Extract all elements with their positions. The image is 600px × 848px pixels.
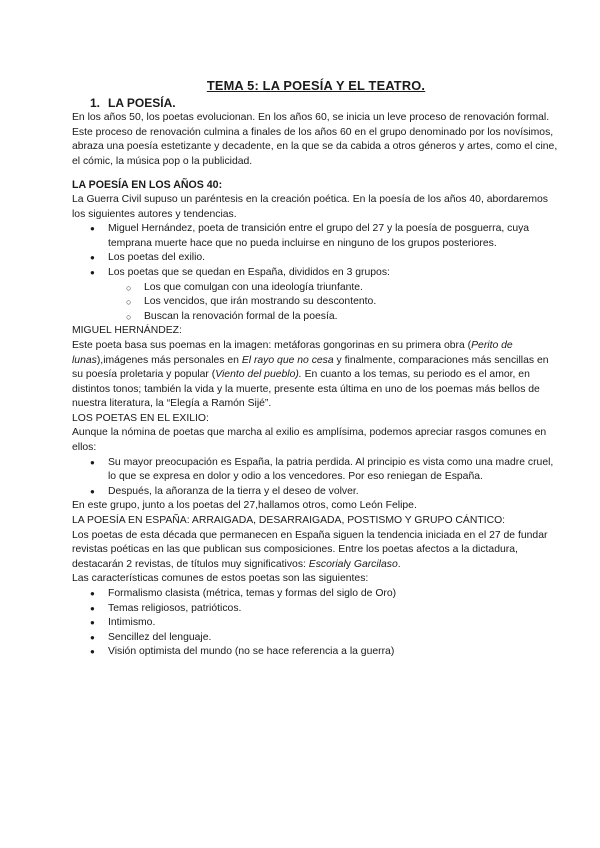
work-title: El rayo que no cesa (241, 354, 334, 366)
text-run: Este poeta basa sus poemas en la imagen: metáforas gongorinas en su primera obra ( (72, 339, 472, 351)
paragraph-espana (72, 529, 560, 573)
list-item: ● Los poetas del exilio. (90, 251, 560, 266)
list-item: ● Miguel Hernández, poeta de transición entre el grupo del 27 y la poesía de posguerra, cuya temprana muerte hace que no pueda incluirse en ninguno de los grupos posteriores. (90, 222, 560, 251)
section-heading (90, 96, 560, 111)
text-run: y (345, 558, 354, 570)
sublist-groups (108, 281, 560, 325)
sublist-item: ○ Los vencidos, que irán mostrando su descontento. (126, 295, 560, 310)
text-run: En cuanto a los temas, su periodo es el amor, en distintos tonos; también la vida y la muerte, presente esta última en uno de los poemas más bellos de nuestra literatura, la “Elegía a Ramón Sijé”. (72, 369, 540, 410)
paragraph-miguel-hernandez (72, 339, 560, 412)
text-run: ),imágenes más personales en (96, 354, 242, 366)
section-label: LA POESÍA. (108, 96, 176, 110)
work-title: Viento del pueblo). (215, 369, 302, 381)
work-title: Perito de lunas (72, 339, 513, 366)
list-item: ● Después, la añoranza de la tierra y el deseo de volver. (90, 485, 560, 500)
paragraph-poesia-40: La Guerra Civil supuso un paréntesis en la creación poética. En la poesía de los años 40, abordaremos los siguientes autores y tendencias. (72, 193, 548, 220)
section-number: 1. (90, 96, 101, 110)
text-run: Los poetas de esta década que permanecen en España siguen la tendencia iniciada en el 27 de fundar revistas poéticas en las que publican sus composiciones. Entre los poetas afectos a la dictadura, destacarán 2 revistas, de títulos muy significativos: (72, 529, 548, 570)
list-item-text: Los poetas que se quedan en España, divididos en 3 grupos: (108, 266, 390, 278)
sublist-item: ○ Los que comulgan con una ideología triunfante. (126, 281, 560, 296)
intro-paragraph: En los años 50, los poetas evolucionan. En los años 60, se inicia un leve proceso de renovación formal. Este proceso de renovación culmina a finales de los años 60 en el grupo denominado por los novísimos, abraza una poesía estetizante y decadente, en la que se da cabida a otros géneros y artes, como el cine, el cómic, la música pop o la publicidad. (72, 112, 558, 167)
paragraph-caracteristicas: Las características comunes de estos poetas son las siguientes: (72, 573, 369, 585)
paragraph-exilio: Aunque la nómina de poetas que marcha al exilio es amplísima, podemos apreciar rasgos comunes en ellos: (72, 427, 547, 454)
text-run: y finalmente, comparaciones más sencillas en su poesía proletaria y popular ( (72, 354, 549, 381)
paragraph-exilio-2: En este grupo, junto a los poetas del 27,hallamos otros, como León Felipe. (72, 500, 417, 512)
list-item: ● Sencillez del lenguaje. (90, 631, 560, 646)
list-item: ● Formalismo clasista (métrica, temas y formas del siglo de Oro) (90, 587, 560, 602)
heading-exilio: LOS POETAS EN EL EXILIO: (72, 412, 209, 424)
list-item: ● Intimismo. (90, 616, 560, 631)
list-authors-40 (72, 222, 560, 324)
list-caracteristicas (72, 587, 560, 660)
journal-title: Garcilaso (353, 558, 398, 570)
journal-title: Escorial (308, 558, 346, 570)
list-exilio (72, 456, 560, 500)
heading-miguel-hernandez: MIGUEL HERNÁNDEZ: (72, 325, 182, 337)
list-item (90, 266, 560, 324)
page-title: TEMA 5: LA POESÍA Y EL TEATRO. (206, 78, 426, 93)
heading-espana: LA POESÍA EN ESPAÑA: ARRAIGADA, DESARRAIGADA, POSTISMO Y GRUPO CÁNTICO: (72, 515, 506, 527)
list-item: ● Su mayor preocupación es España, la patria perdida. Al principio es vista como una madre cruel, lo que se expresa en dolor y odio a los vencedores. Por eso reniegan de España. (90, 456, 560, 485)
sublist-item: ○ Buscan la renovación formal de la poesía. (126, 310, 560, 325)
list-item: ● Visión optimista del mundo (no se hace referencia a la guerra) (90, 645, 560, 660)
list-item: ● Temas religiosos, patrióticos. (90, 602, 560, 617)
heading-poesia-40: LA POESÍA EN LOS AÑOS 40: (72, 179, 223, 192)
text-run: . (397, 558, 401, 570)
